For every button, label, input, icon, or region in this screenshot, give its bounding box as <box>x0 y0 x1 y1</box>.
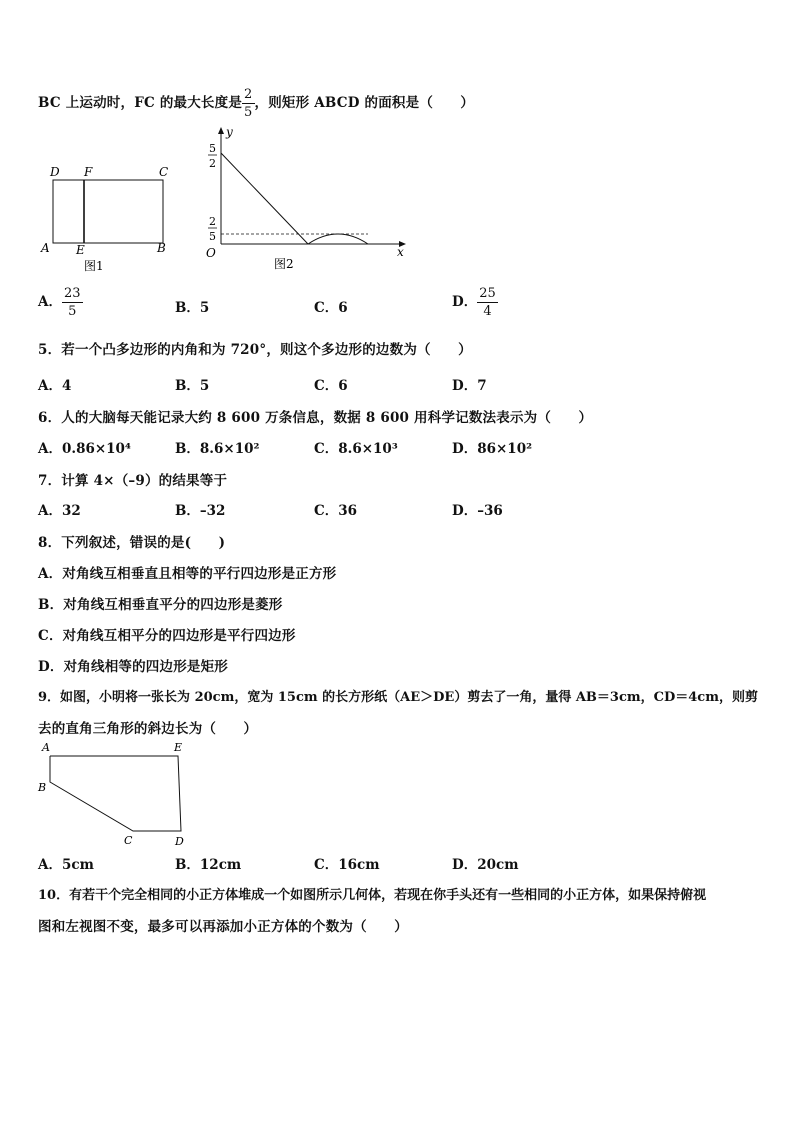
q5-option-c: C．6 <box>314 378 348 394</box>
q5-option-b: B．5 <box>175 378 210 394</box>
q8-stem: 8．下列叙述，错误的是( ) <box>38 535 226 551</box>
y-arrow-icon <box>218 127 224 134</box>
x-label: x <box>397 245 404 259</box>
q4-figure2 <box>200 124 415 274</box>
q9-stem-line1: 9．如图，小明将一张长为 20cm，宽为 15cm 的长方形纸（AE＞DE）剪去了一角，量得 AB＝3cm，CD＝4cm，则剪 <box>38 690 758 705</box>
q8-option-d: D．对角线相等的四边形是矩形 <box>38 659 229 675</box>
tick-top-den: 2 <box>209 157 216 170</box>
figure1-caption: 图1 <box>84 259 104 273</box>
q4-stem-part1: BC 上运动时，FC 的最大长度是 <box>38 95 243 111</box>
descending-segment <box>221 153 308 244</box>
q4-option-b: B．5 <box>175 300 210 316</box>
q4-option-d-num: 25 <box>479 286 496 301</box>
label-a: A <box>42 741 50 754</box>
q4-option-a-num: 23 <box>63 286 81 301</box>
q6-option-c: C．8.6×10³ <box>314 441 398 457</box>
q9-option-a: A．5cm <box>38 857 94 873</box>
q4-option-d-den: 4 <box>483 304 492 319</box>
q7-option-b: B．–32 <box>175 503 226 519</box>
label-c: C <box>159 165 169 179</box>
q4-option-a-prefix: A． <box>38 294 62 310</box>
label-d: D <box>50 165 60 179</box>
q4-stem <box>38 88 474 119</box>
q4-option-d-fraction <box>477 287 498 318</box>
origin-label: O <box>206 246 216 260</box>
q6-option-d: D．86×10² <box>452 441 533 457</box>
q5-option-d: D．7 <box>452 378 487 394</box>
figure2-caption: 图2 <box>274 257 294 271</box>
q9-option-d: D．20cm <box>452 857 519 873</box>
q7-option-c: C．36 <box>314 503 358 519</box>
label-b: B <box>38 781 47 794</box>
q8-option-b: B．对角线互相垂直平分的四边形是菱形 <box>38 597 283 613</box>
q9-figure <box>36 738 196 850</box>
q9-stem-line2: 去的直角三角形的斜边长为（ ） <box>38 721 258 737</box>
q5-option-a: A．4 <box>38 378 72 394</box>
label-c: C <box>124 834 133 847</box>
tick-mid-num: 2 <box>209 215 216 228</box>
label-d: D <box>175 835 184 848</box>
q7-option-d: D．–36 <box>452 503 503 519</box>
q4-option-c: C．6 <box>314 300 348 316</box>
tick-top-num: 5 <box>209 142 216 155</box>
q8-option-c: C．对角线互相平分的四边形是平行四边形 <box>38 628 296 644</box>
q7-option-a: A．32 <box>38 503 81 519</box>
q6-option-a: A．0.86×10⁴ <box>38 441 131 457</box>
q10-stem-line1: 10．有若干个完全相同的小正方体堆成一个如图所示几何体，若现在你手头还有一些相同的小正方体，如果保持俯视 <box>38 888 707 903</box>
q4-fraction <box>242 88 254 119</box>
q9-option-c: C．16cm <box>314 857 380 873</box>
q6-stem: 6．人的大脑每天能记录大约 8 600 万条信息，数据 8 600 用科学记数法表示为（ ） <box>38 410 593 426</box>
q4-option-a-den: 5 <box>68 304 77 319</box>
q8-option-a: A．对角线互相垂直且相等的平行四边形是正方形 <box>38 566 337 582</box>
y-label: y <box>226 125 233 139</box>
cut-paper-shape <box>50 756 181 831</box>
q4-option-a <box>38 287 83 318</box>
label-e: E <box>76 243 85 257</box>
q6-option-b: B．8.6×10² <box>175 441 260 457</box>
label-a: A <box>41 241 50 255</box>
label-f: F <box>84 165 93 179</box>
q4-option-d <box>452 287 498 318</box>
label-b: B <box>157 241 166 255</box>
q9-option-b: B．12cm <box>175 857 242 873</box>
arc-segment <box>308 234 368 244</box>
q4-stem-part2: ，则矩形 ABCD 的面积是（ ） <box>254 95 475 111</box>
q4-figure1 <box>36 160 176 275</box>
q5-stem: 5．若一个凸多边形的内角和为 720°，则这个多边形的边数为（ ） <box>38 342 472 358</box>
q4-frac-num: 2 <box>244 87 253 102</box>
q4-frac-den: 5 <box>244 105 253 120</box>
tick-mid-den: 5 <box>209 230 216 243</box>
q10-stem-line2: 图和左视图不变，最多可以再添加小正方体的个数为（ ） <box>38 919 408 935</box>
label-e: E <box>174 741 183 754</box>
q4-option-d-prefix: D． <box>452 294 478 310</box>
q4-option-a-fraction <box>62 287 83 318</box>
q7-stem: 7．计算 4×（–9）的结果等于 <box>38 473 228 489</box>
rectangle-abcd <box>53 180 163 243</box>
